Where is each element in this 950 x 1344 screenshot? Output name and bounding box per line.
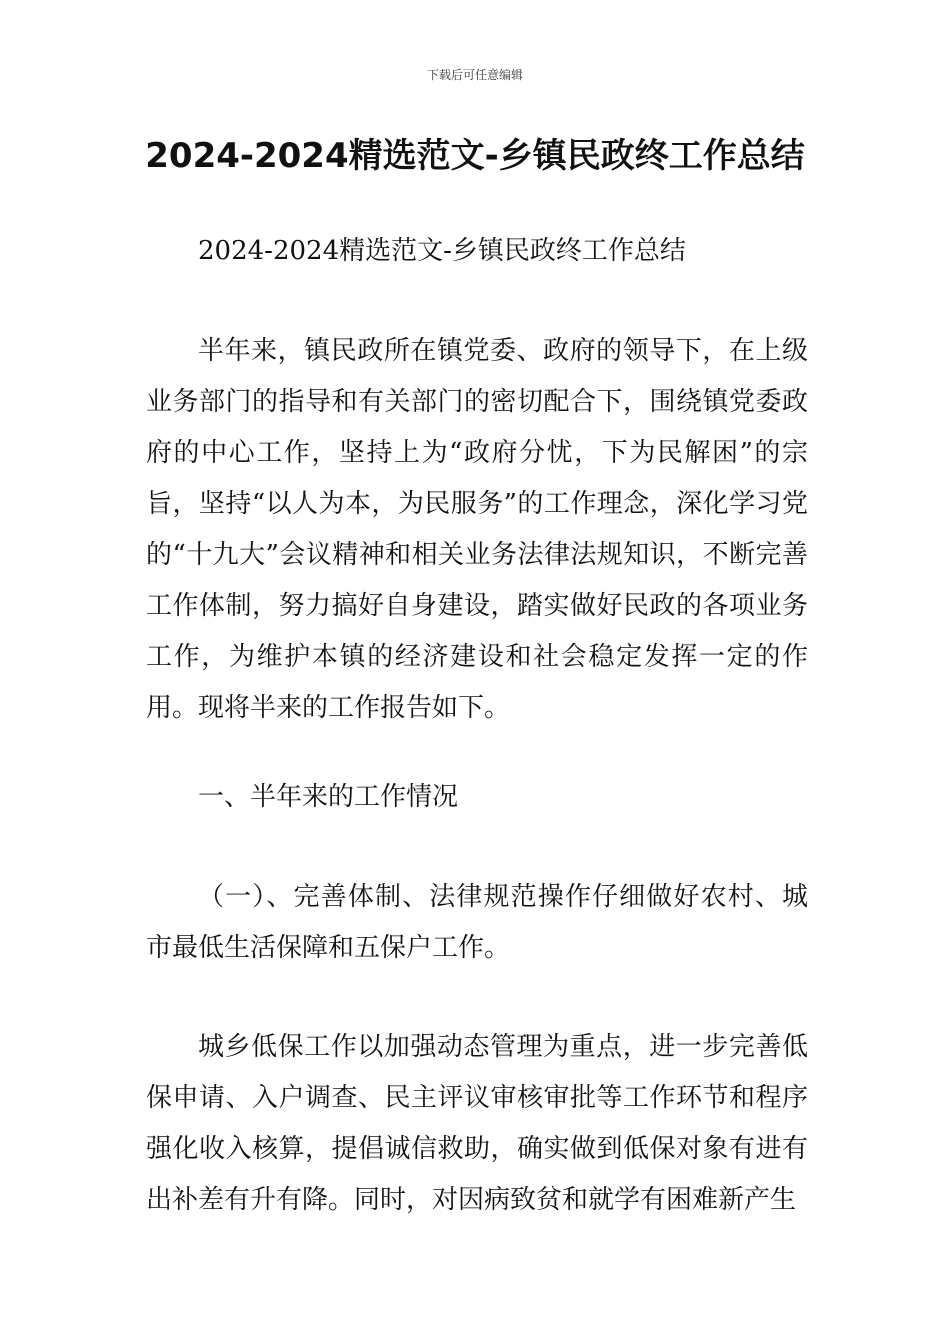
header-note: 下载后可任意编辑: [426, 68, 523, 82]
section-heading: 一、半年来的工作情况: [198, 782, 459, 812]
dibao-paragraph: 城乡低保工作以加强动态管理为重点，进一步完善低保申请、入户调查、民主评议审核审批等工作环节和程序强化收入核算，提倡诚信救助，确实做到低保对象有进有出补差有升有降。同时，对因病致贫和就学有困难新产生: [146, 1032, 808, 1215]
subsection-heading: （一）、完善体制、法律规范操作仔细做好农村、城市最低生活保障和五保户工作。: [146, 882, 808, 963]
subtitle-line: 2024-2024精选范文-乡镇民政终工作总结: [198, 236, 686, 266]
document-title: 2024-2024精选范文-乡镇民政终工作总结: [145, 136, 805, 176]
intro-paragraph: 半年来，镇民政所在镇党委、政府的领导下，在上级业务部门的指导和有关部门的密切配合下，围绕镇党委政府的中心工作，坚持上为“政府分忧，下为民解困”的宗旨，坚持“以人为本，为民服务”的工作理念，深化学习党的“十九大”会议精神和相关业务法律法规知识，不断完善工作体制，努力搞好自身建设，踏实做好民政的各项业务工作，为维护本镇的经济建设和社会稳定发挥一定的作用。现将半来的工作报告如下。: [146, 336, 808, 723]
